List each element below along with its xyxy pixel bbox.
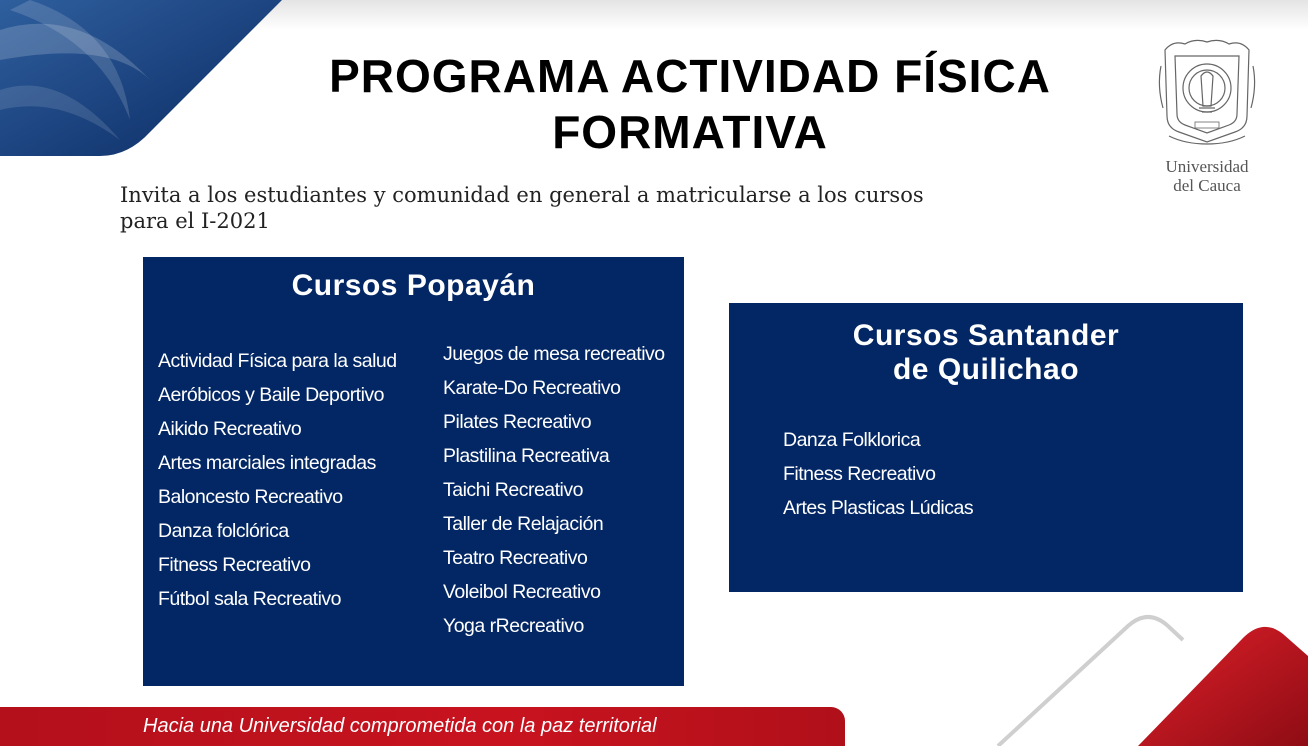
title-line-1: PROGRAMA ACTIVIDAD FÍSICA — [329, 50, 1051, 102]
university-name — [1150, 157, 1264, 195]
invitation-text — [120, 182, 1120, 234]
popayan-course-list-column-2 — [443, 337, 665, 643]
course-item: Juegos de mesa recreativo — [443, 343, 665, 365]
course-item: Baloncesto Recreativo — [158, 486, 343, 508]
course-item: Danza Folklorica — [783, 429, 921, 451]
university-logo — [1150, 36, 1264, 195]
subtitle-line-1: Invita a los estudiantes y comunidad en general a matricularse a los cursos — [120, 183, 924, 207]
course-item: Taichi Recreativo — [443, 479, 583, 501]
course-item: Pilates Recreativo — [443, 411, 592, 433]
popayan-course-list-column-1 — [158, 344, 397, 616]
course-item: Plastilina Recreativa — [443, 445, 610, 467]
santander-panel-title — [729, 319, 1243, 387]
page-title — [230, 48, 1150, 160]
course-item: Taller de Relajación — [443, 513, 604, 535]
course-item: Voleibol Recreativo — [443, 581, 601, 603]
course-item: Teatro Recreativo — [443, 547, 588, 569]
course-item: Aeróbicos y Baile Deportivo — [158, 384, 385, 406]
santander-course-list — [783, 423, 973, 525]
title-line-2: FORMATIVA — [552, 106, 828, 158]
footer-banner — [0, 707, 845, 746]
course-item: Fútbol sala Recreativo — [158, 588, 342, 610]
santander-title-line-2: de Quilichao — [892, 353, 1080, 386]
course-item: Aikido Recreativo — [158, 418, 302, 440]
course-item: Yoga rRecreativo — [443, 615, 584, 637]
course-item: Artes Plasticas Lúdicas — [783, 497, 974, 519]
university-name-line-1: Universidad — [1165, 157, 1249, 176]
subtitle-line-2: para el I-2021 — [120, 209, 270, 233]
footer-slogan: Hacia una Universidad comprometida con la paz territorial — [143, 715, 657, 737]
santander-title-line-1: Cursos Santander — [852, 319, 1120, 352]
santander-courses-panel — [729, 303, 1243, 592]
course-item: Actividad Física para la salud — [158, 350, 397, 372]
course-item: Fitness Recreativo — [783, 463, 936, 485]
course-item: Fitness Recreativo — [158, 554, 311, 576]
course-item: Danza folclórica — [158, 520, 289, 542]
university-seal-icon — [1155, 36, 1259, 148]
course-item: Karate-Do Recreativo — [443, 377, 621, 399]
corner-decoration-bottom-right — [978, 606, 1308, 746]
popayan-courses-panel — [143, 257, 684, 686]
popayan-panel-title: Cursos Popayán — [291, 269, 536, 302]
course-item: Artes marciales integradas — [158, 452, 376, 474]
university-name-line-2: del Cauca — [1173, 176, 1241, 195]
